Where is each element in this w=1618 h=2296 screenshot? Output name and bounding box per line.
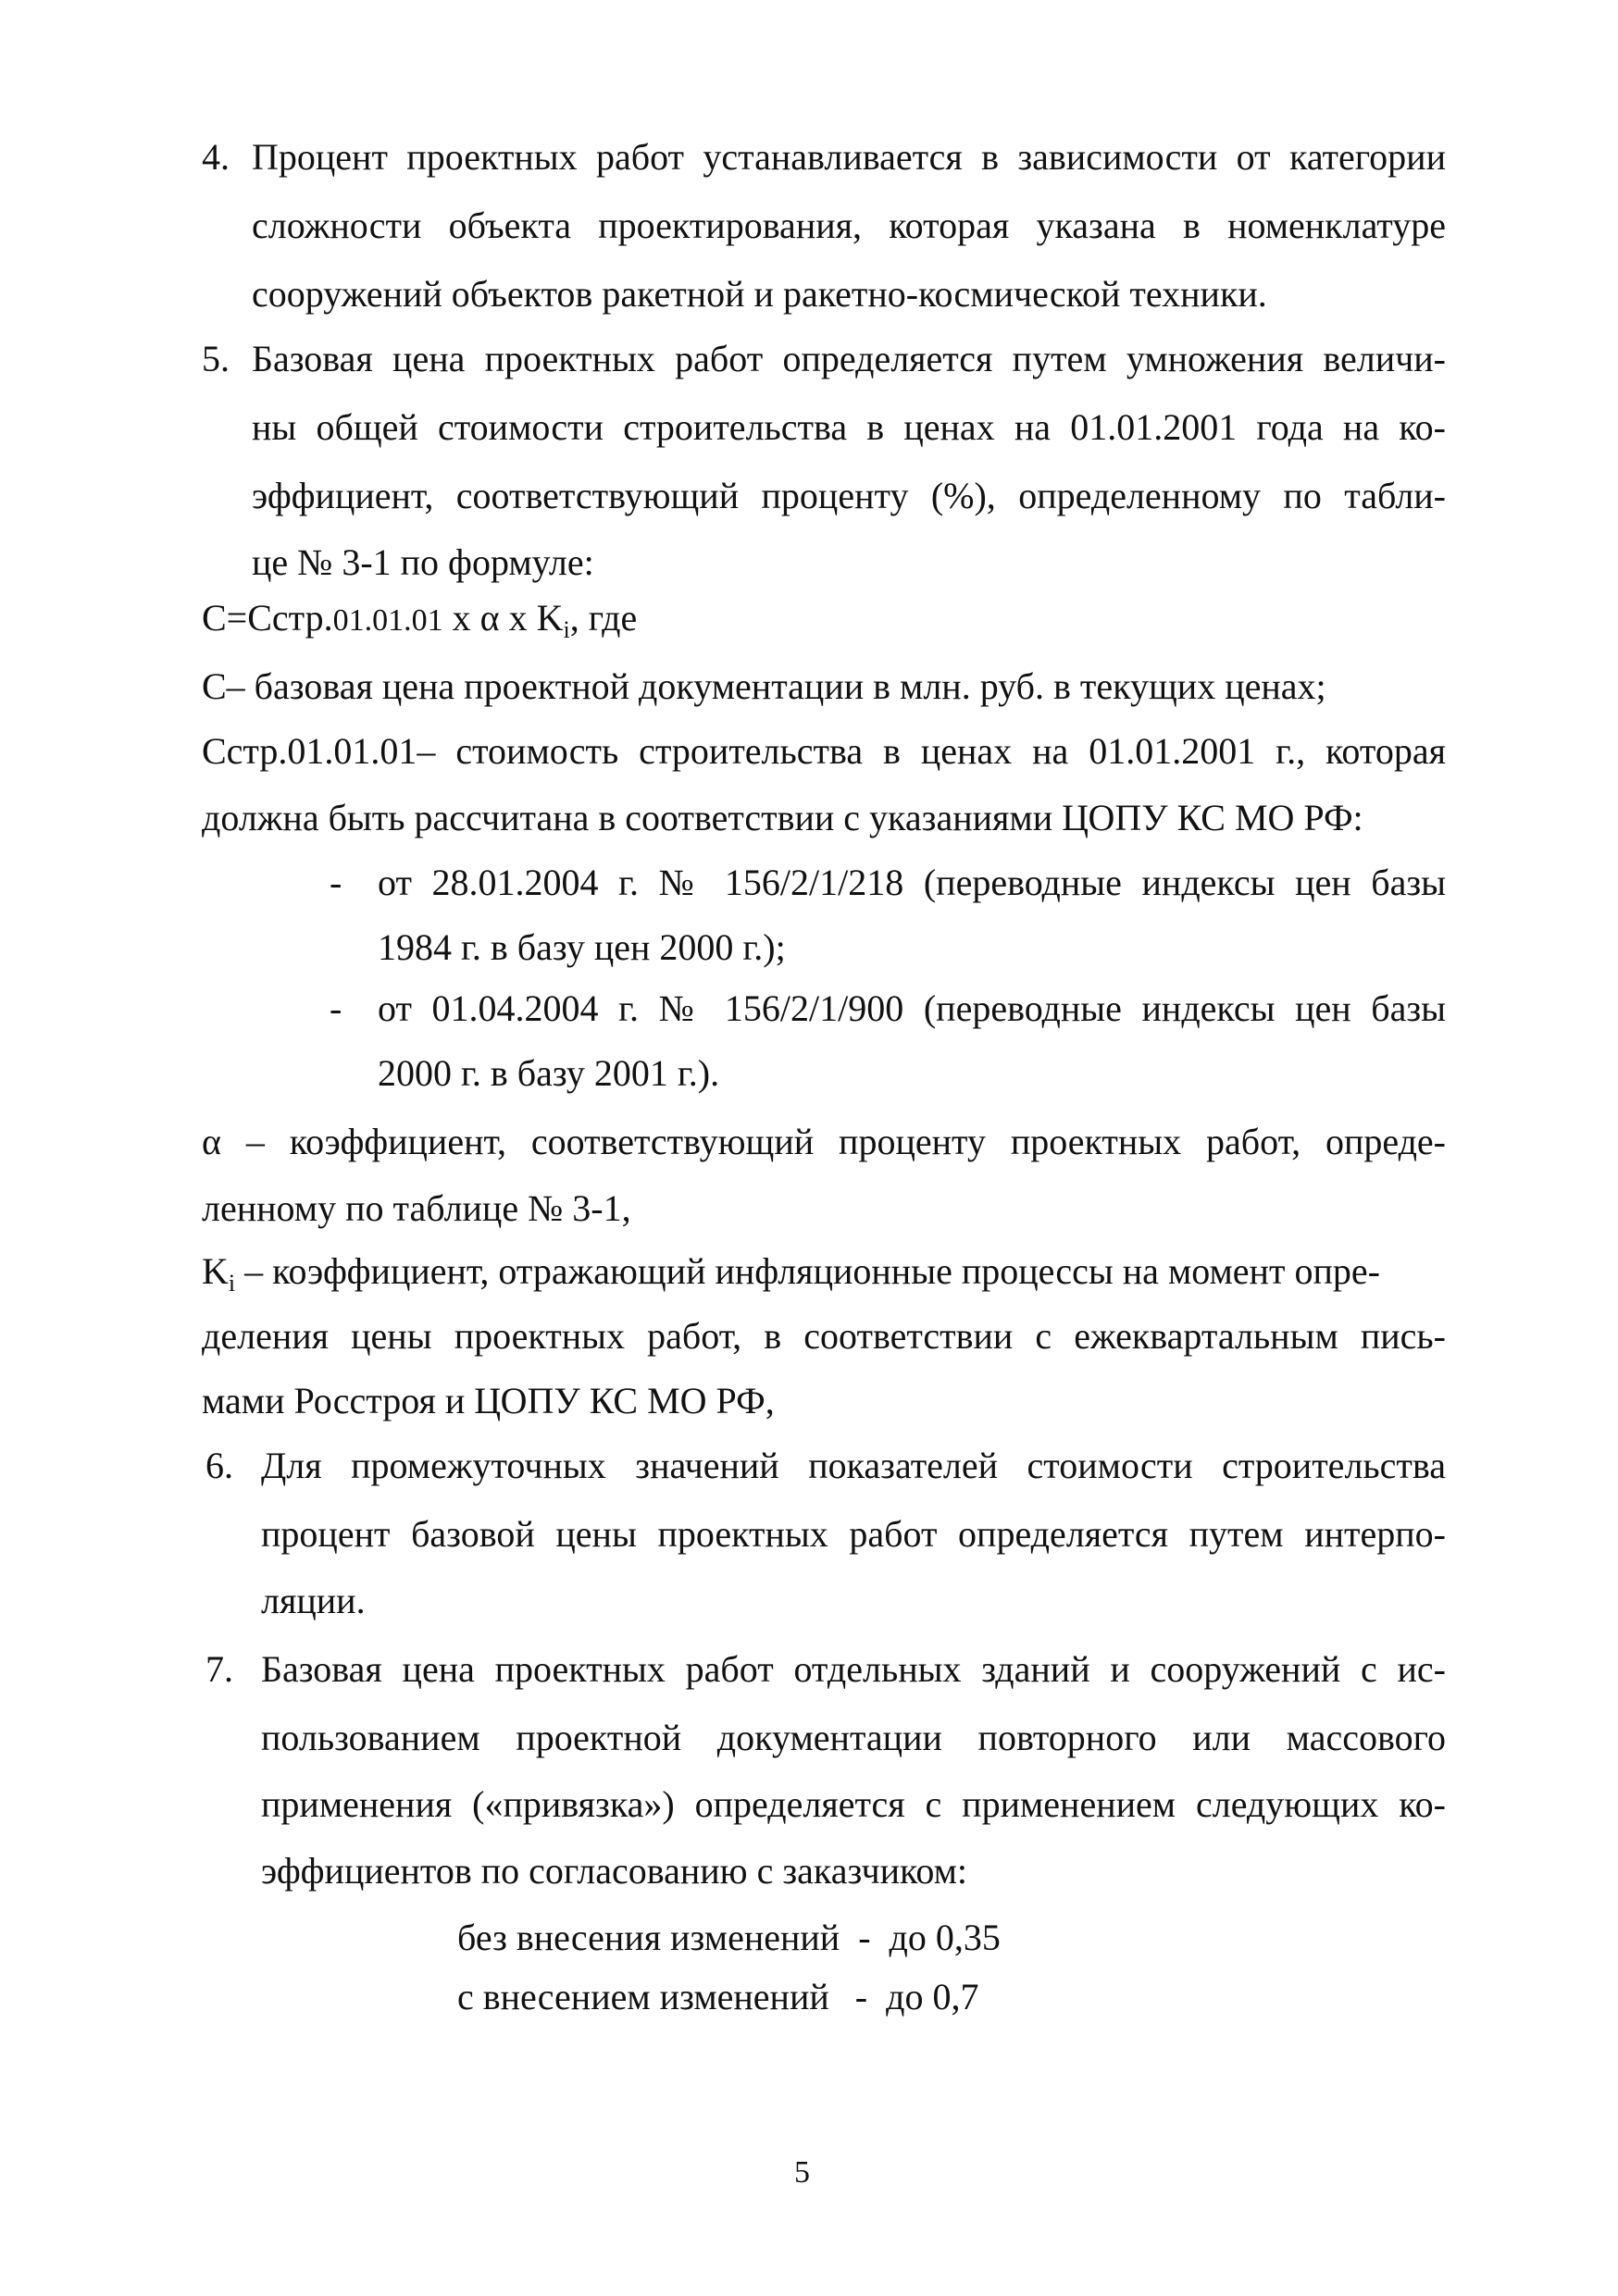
definition-ki-line-2: деления цены проектных работ, в соответствии с ежеквартальным пись- — [202, 1315, 1446, 1357]
bullet-2-line-1: от 01.04.2004 г. № 156/2/1/900 (переводные индексы цен базы — [378, 987, 1446, 1029]
item-6-line-3: ляции. — [261, 1580, 366, 1621]
coefficient-row-2 — [457, 1975, 978, 2019]
formula-suffix: , где — [569, 597, 638, 639]
item-6-line-2: процент базовой цены проектных работ определяется путем интерпо- — [261, 1513, 1446, 1555]
bullet-1-line-2: 1984 г. в базу цен 2000 г.); — [378, 926, 786, 968]
coefficient-1-label: без внесения изменений — [457, 1917, 840, 1958]
item-6-line-1: Для промежуточных значений показателей стоимости строительства — [261, 1445, 1446, 1486]
item-5-line-3: эффициент, соответствующий проценту (%), определенному по табли- — [252, 475, 1446, 516]
coefficient-2-dash: - — [854, 1976, 868, 2017]
coefficient-2-label: с внесением изменений — [457, 1976, 829, 2017]
bullet-2-dash: - — [330, 987, 342, 1029]
coefficient-2-value: до 0,7 — [886, 1976, 979, 2017]
item-7-line-2: пользованием проектной документации повторного или массового — [261, 1717, 1446, 1758]
ki-subscript: i — [228, 1270, 236, 1297]
coefficient-1-value: до 0,35 — [889, 1917, 1001, 1958]
coefficient-1-dash: - — [858, 1917, 871, 1958]
item-4-line-1: Процент проектных работ устанавливается в зависимости от категории — [252, 136, 1446, 178]
item-4-number: 4. — [202, 136, 230, 178]
coefficient-row-1 — [457, 1916, 1001, 1960]
bullet-1-dash: - — [330, 862, 342, 903]
bullet-2-line-2: 2000 г. в базу 2001 г.). — [378, 1052, 720, 1094]
definition-c: С– базовая цена проектной документации в млн. руб. в текущих ценах; — [202, 665, 1326, 707]
item-7-line-1: Базовая цена проектных работ отдельных зданий и сооружений с ис- — [261, 1648, 1446, 1690]
item-7-number: 7. — [205, 1648, 233, 1690]
formula-date: 01.01.01 — [332, 603, 443, 638]
ki-symbol: K — [202, 1250, 229, 1292]
definition-alpha-line-1: α – коэффициент, соответствующий проценту проектных работ, опреде- — [202, 1121, 1446, 1162]
item-7-line-4: эффициентов по согласованию с заказчиком: — [261, 1850, 968, 1892]
definition-alpha-line-2: ленному по таблице № 3-1, — [202, 1187, 631, 1229]
item-7-line-3: применения («привязка») определяется с применением следующих ко- — [261, 1783, 1446, 1825]
item-5-line-4: це № 3-1 по формуле: — [252, 541, 594, 583]
definition-cstr-line-2: должна быть рассчитана в соответствии с указаниями ЦОПУ КС МО РФ: — [202, 797, 1363, 838]
item-6-number: 6. — [205, 1445, 233, 1486]
item-5-number: 5. — [202, 338, 230, 379]
item-5-line-1: Базовая цена проектных работ определяется путем умножения величи- — [252, 338, 1446, 379]
definition-ki-line-1 — [202, 1249, 1446, 1306]
formula-subscript: i — [563, 616, 570, 643]
item-4-line-2: сложности объекта проектирования, которая указана в номенклатуре — [252, 205, 1446, 246]
item-4-line-3: сооружений объектов ракетной и ракетно-космической техники. — [252, 273, 1267, 315]
formula — [202, 596, 637, 652]
definition-ki-line-3: мами Росстроя и ЦОПУ КС МО РФ, — [202, 1380, 775, 1421]
item-5-line-2: ны общей стоимости строительства в ценах на 01.01.2001 года на ко- — [252, 406, 1446, 448]
formula-prefix: С=Cстр. — [202, 597, 333, 639]
formula-middle: x α x K — [442, 597, 564, 639]
page-number: 5 — [794, 2155, 810, 2190]
bullet-1-line-1: от 28.01.2004 г. № 156/2/1/218 (переводные индексы цен базы — [378, 862, 1446, 903]
ki-line-1-text: – коэффициент, отражающий инфляционные процессы на момент опре- — [235, 1250, 1380, 1292]
definition-cstr-line-1: Cстр.01.01.01– стоимость строительства в ценах на 01.01.2001 г., которая — [202, 730, 1446, 772]
